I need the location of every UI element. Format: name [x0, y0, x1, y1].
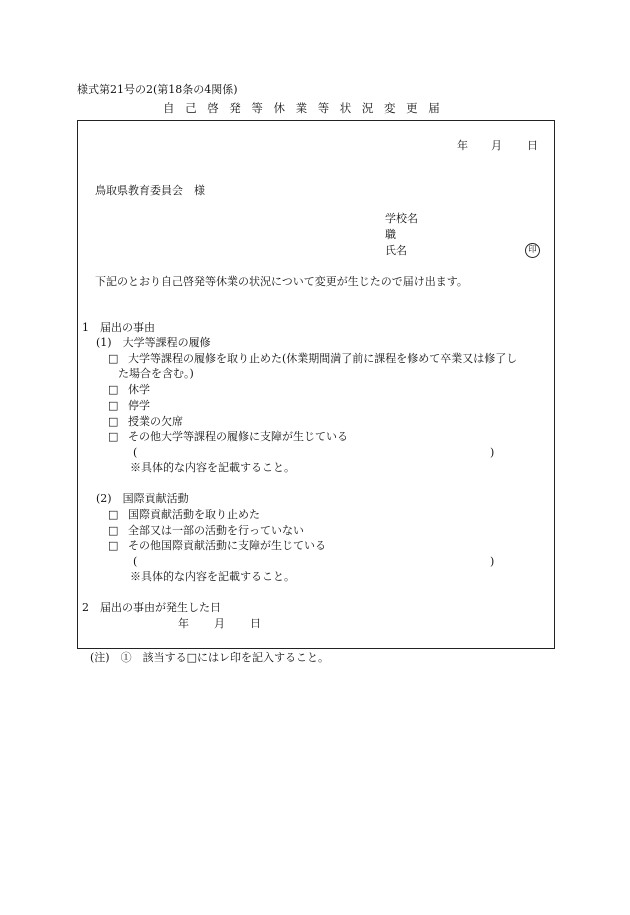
paren-open-1: (	[133, 446, 138, 459]
addressee: 鳥取県教育委員会 様	[95, 184, 205, 197]
section1-sub2-heading: (2) 国際貢献活動	[96, 492, 189, 505]
footnote: (注) ① 該当する□にはレ印を記入すること。	[90, 651, 329, 664]
section2-heading: 2 届出の事由が発生した日	[82, 601, 221, 614]
date-month-label: 月	[491, 139, 502, 152]
option-withdraw-course: 大学等課程の履修を取り止めた(休業期間満了前に課程を修めて卒業又は修了し	[128, 352, 518, 365]
paren-close-1: )	[490, 446, 495, 459]
name-label: 氏名	[385, 244, 407, 257]
option-withdraw-course-cont: た場合を含む。)	[118, 367, 194, 380]
occurrence-year-label: 年	[178, 617, 189, 630]
option-suspension: 停学	[128, 399, 150, 412]
checkbox-withdraw-activity[interactable]: □	[108, 508, 119, 521]
school-name-label: 学校名	[385, 212, 418, 225]
checkbox-suspension[interactable]: □	[108, 399, 119, 412]
details-note-2: ※具体的な内容を記載すること。	[130, 570, 295, 583]
occurrence-month-label: 月	[214, 617, 225, 630]
section1-heading: 1 届出の事由	[82, 321, 155, 334]
occurrence-day-label: 日	[250, 617, 261, 630]
option-other-course: その他大学等課程の履修に支障が生じている	[128, 430, 348, 443]
form-box	[77, 120, 555, 649]
option-not-performing: 全部又は一部の活動を行っていない	[128, 524, 304, 537]
option-other-activity: その他国際貢献活動に支障が生じている	[128, 539, 326, 552]
paren-close-2: )	[490, 555, 495, 568]
seal-mark: 印	[525, 243, 540, 258]
paren-open-2: (	[133, 555, 138, 568]
form-number: 様式第21号の2(第18条の4関係)	[77, 83, 238, 96]
form-title: 自己啓発等休業等状況変更届	[163, 101, 451, 115]
option-class-absence: 授業の欠席	[128, 415, 183, 428]
checkbox-other-activity[interactable]: □	[108, 539, 119, 552]
checkbox-not-performing[interactable]: □	[108, 524, 119, 537]
position-label: 職	[385, 228, 396, 241]
details-note-1: ※具体的な内容を記載すること。	[130, 461, 295, 474]
checkbox-withdraw-course[interactable]: □	[108, 352, 119, 365]
date-day-label: 日	[527, 139, 538, 152]
checkbox-class-absence[interactable]: □	[108, 415, 119, 428]
checkbox-leave-of-absence[interactable]: □	[108, 383, 119, 396]
option-withdraw-activity: 国際貢献活動を取り止めた	[128, 508, 260, 521]
date-year-label: 年	[457, 139, 468, 152]
section1-sub1-heading: (1) 大学等課程の履修	[96, 336, 211, 349]
checkbox-other-course[interactable]: □	[108, 430, 119, 443]
option-leave-of-absence: 休学	[128, 383, 150, 396]
intro-text: 下記のとおり自己啓発等休業の状況について変更が生じたので届け出ます。	[95, 275, 468, 288]
